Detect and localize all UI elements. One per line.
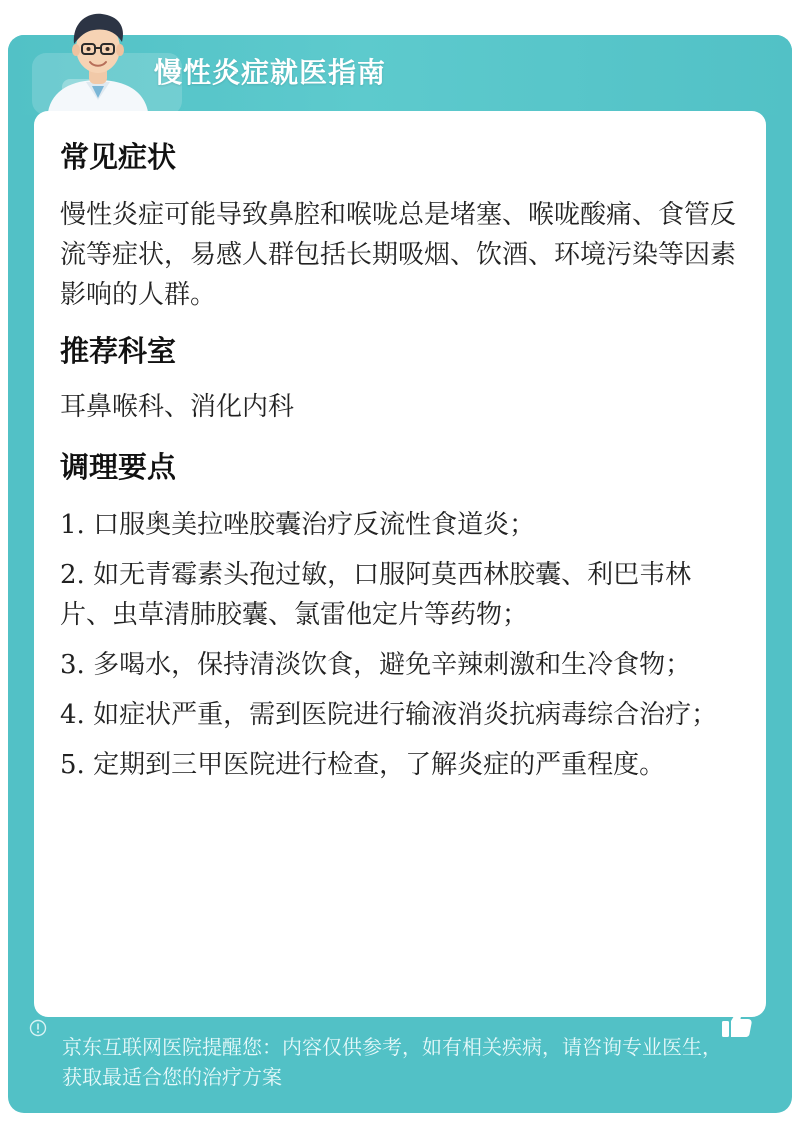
care-tip: [60, 745, 740, 785]
care-tip-text: 如无青霉素头孢过敏，口服阿莫西林胶囊、利巴韦林片、虫草清肺胶囊、氯雷他定片等药物；: [60, 560, 692, 630]
care-tip-text: 如症状严重，需到医院进行输液消炎抗病毒综合治疗；: [93, 700, 718, 730]
content-card: [34, 111, 766, 1017]
care-tip-text: 口服奥美拉唑胶囊治疗反流性食道炎；: [93, 510, 536, 540]
care-tip-number: 5.: [60, 750, 85, 780]
disclaimer-text: 京东互联网医院提醒您：内容仅供参考，如有相关疾病，请咨询专业医生，获取最适合您的治疗方案: [62, 1035, 722, 1089]
care-tip-number: 4.: [60, 700, 85, 730]
page-title: 慢性炎症就医指南: [154, 56, 387, 89]
departments-title: 推荐科室: [60, 334, 177, 368]
care-tip: [60, 505, 740, 545]
care-tip-text: 多喝水，保持清淡饮食，避免辛辣刺激和生冷食物；: [93, 650, 692, 680]
care-tip-number: 3.: [60, 650, 85, 680]
departments-body: 耳鼻喉科、消化内科: [60, 392, 295, 422]
care-tip-text: 定期到三甲医院进行检查，了解炎症的严重程度。: [93, 750, 666, 780]
symptoms-title: 常见症状: [60, 140, 177, 174]
care-tip: [60, 695, 740, 735]
care-tip-number: 1.: [60, 510, 85, 540]
care-tip: [60, 645, 740, 685]
info-icon: [29, 1019, 47, 1037]
care-tip: [60, 555, 740, 635]
doctor-avatar: [42, 8, 154, 112]
care-title: 调理要点: [60, 450, 177, 484]
thumbs-up-icon[interactable]: [718, 1006, 754, 1042]
care-tip-number: 2.: [60, 560, 85, 590]
symptoms-body: 慢性炎症可能导致鼻腔和喉咙总是堵塞、喉咙酸痛、食管反流等症状，易感人群包括长期吸烟、饮酒、环境污染等因素影响的人群。: [60, 200, 737, 310]
